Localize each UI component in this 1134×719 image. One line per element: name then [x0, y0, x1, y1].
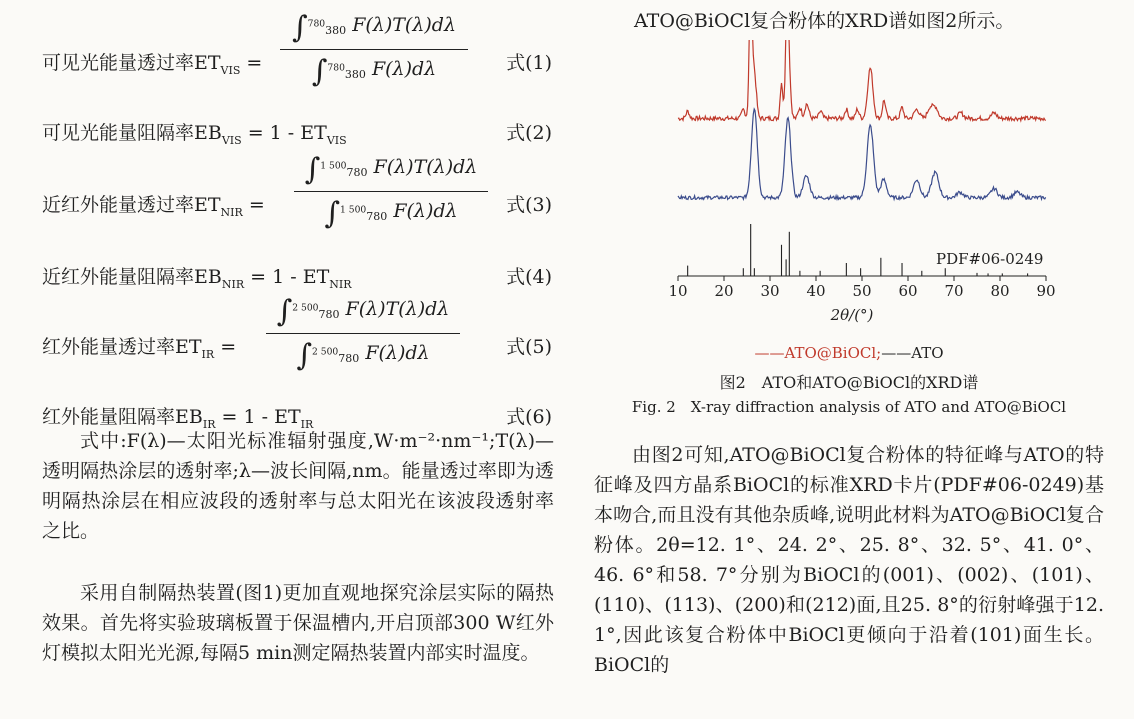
xrd-chart	[594, 40, 1104, 350]
x-axis-title: 2θ/(°)	[830, 306, 874, 324]
figure-caption-cn: 图2 ATO和ATO@BiOCl的XRD谱	[719, 373, 979, 392]
x-tick-label: 80	[990, 282, 1010, 300]
equation-3: 近红外能量透过率$ET_{NIR}$ = ∫$^{1 500}_{780}$ F(λ)T(λ)dλ ∫$^{1 500}_{780}$ F(λ)dλ 式(3)	[42, 152, 552, 231]
eq3-fraction: ∫$^{1 500}_{780}$ F(λ)T(λ)dλ ∫$^{1 500}_{780}$ F(λ)dλ	[294, 152, 488, 231]
x-tick-label: 30	[760, 282, 780, 300]
xrd-intro: ATO@BiOCl复合粉体的XRD谱如图2所示。	[634, 10, 1015, 32]
legend-ato: ——ATO	[881, 344, 944, 362]
chart-legend	[594, 344, 1104, 362]
equation-5: 红外能量透过率$ET_{IR}$ = ∫$^{2 500}_{780}$ F(λ)T(λ)dλ ∫$^{2 500}_{780}$ F(λ)dλ 式(5)	[42, 294, 552, 373]
chart-series-group	[678, 40, 1046, 199]
x-tick-label: 40	[806, 282, 826, 300]
x-tick-label: 20	[714, 282, 734, 300]
reference-card-label: PDF#06-0249	[936, 250, 1044, 268]
chart-x-axis	[668, 276, 1055, 300]
legend-ato-biocl: ——ATO@BiOCl;	[754, 344, 882, 362]
equation-4: 近红外能量阻隔率$EB_{NIR} = 1 - ET_{NIR}$ 式(4)	[42, 266, 552, 291]
x-tick-label: 50	[852, 282, 872, 300]
paragraph-method: 采用自制隔热装置(图1)更加直观地探究涂层实际的隔热效果。首先将实验玻璃板置于保温槽内,开启顶部300 W红外灯模拟太阳光光源,每隔5 min测定隔热装置内部实时温度。	[42, 582, 554, 664]
series-line-ato	[678, 109, 1046, 199]
figure-caption-en: Fig. 2 X-ray diffraction analysis of ATO and ATO@BiOCl	[631, 398, 1067, 416]
equation-6: 红外能量阻隔率$EB_{IR} = 1 - ET_{IR}$ 式(6)	[42, 406, 552, 431]
series-line-ato-biocl	[678, 40, 1046, 121]
x-tick-label: 60	[898, 282, 918, 300]
x-tick-label: 90	[1036, 282, 1056, 300]
x-tick-label: 70	[944, 282, 964, 300]
eq5-fraction: ∫$^{2 500}_{780}$ F(λ)T(λ)dλ ∫$^{2 500}_{780}$ F(λ)dλ	[266, 294, 460, 373]
x-tick-label: 10	[668, 282, 688, 300]
eq1-label: 可见光能量透过率$ET_{VIS}$ =	[42, 52, 263, 77]
eq1-fraction: ∫$^{780}_{380}$ F(λ)T(λ)dλ ∫$^{780}_{380}$ F(λ)dλ	[280, 10, 468, 89]
eq1-number: 式(1)	[506, 52, 552, 74]
paragraph-definitions: 式中:F(λ)—太阳光标准辐射强度,W·m⁻²·nm⁻¹;T(λ)—透明隔热涂层的透射率;λ—波长间隔,nm。能量透过率即为透明隔热涂层在相应波段的透射率与总太阳光在该波段透射率之比。	[42, 430, 554, 542]
paragraph-analysis: 由图2可知,ATO@BiOCl复合粉体的特征峰与ATO的特征峰及四方晶系BiOCl的标准XRD卡片(PDF#06-0249)基本吻合,而且没有其他杂质峰,说明此材料为ATO@BiOCl复合粉体。2θ=12. 1°、24. 2°、25. 8°、32. 5°、41. 0°、46. 6°和58. 7°分别为BiOCl的(001)、(002)、(101)、(110)、(113)、(200)和(212)面,且25. 8°的衍射峰强于12. 1°,因此该复合粉体中BiOCl更倾向于沿着(101)面生长。BiOCl的	[594, 444, 1104, 676]
equation-1	[42, 8, 562, 108]
equation-2: 可见光能量阻隔率$EB_{VIS} = 1 - ET_{VIS}$ 式(2)	[42, 122, 552, 147]
